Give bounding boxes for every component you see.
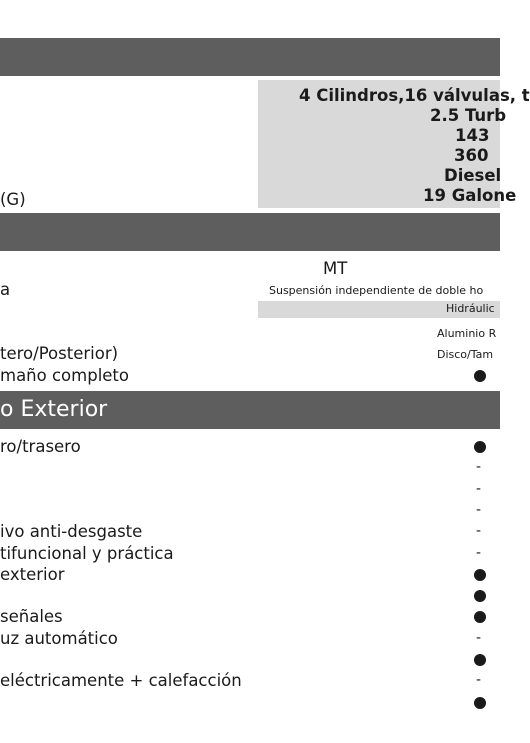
feature-not-included-dash: - [476,501,482,518]
exterior-feature-label: ivo anti-desgaste [0,522,143,542]
feature-included-dot [474,654,486,666]
section-header-exterior [0,391,500,429]
fuel-capacity-label: (G) [0,190,26,209]
engine-power-value: 143 [455,126,490,145]
chassis-label-suspension: a [0,280,11,299]
section-title-exterior: o Exterior [0,397,108,422]
steering-value: Hidráulic [446,302,495,315]
section-header-chassis [0,213,500,251]
engine-tank-value: 19 Galone [423,186,517,205]
brakes-value: Disco/Tam [437,348,494,361]
feature-not-included-dash: - [476,544,482,561]
engine-torque-value: 360 [454,146,489,165]
feature-included-dot [474,697,486,709]
feature-included-dot [474,590,486,602]
exterior-feature-label: ro/trasero [0,437,81,456]
suspension-value: Suspensión independiente de doble ho [269,284,484,297]
feature-not-included-dash: - [476,459,482,476]
exterior-feature-label: eléctricamente + calefacción [0,671,242,691]
exterior-feature-label: tifuncional y práctica [0,543,174,563]
feature-included-dot [474,441,486,453]
section-header-engine [0,38,500,76]
feature-not-included-dash: - [476,672,482,689]
spare-available-dot [474,370,486,382]
chassis-label-spare: maño completo [0,366,129,385]
feature-included-dot [474,611,486,623]
feature-not-included-dash: - [476,480,482,497]
exterior-feature-label: señales [0,607,63,627]
engine-displacement-value: 2.5 Turb [430,106,507,125]
feature-not-included-dash: - [476,523,482,540]
engine-cylinders-value: 4 Cilindros,16 válvulas, t [299,86,530,105]
transmission-value: MT [323,259,348,278]
exterior-feature-label: exterior [0,564,65,584]
rims-value: Aluminio R [437,327,497,340]
feature-not-included-dash: - [476,629,482,646]
chassis-label-brakes: tero/Posterior) [0,344,119,363]
exterior-feature-label: uz automático [0,628,118,648]
feature-included-dot [474,569,486,581]
engine-fuel-value: Diesel [444,166,502,185]
